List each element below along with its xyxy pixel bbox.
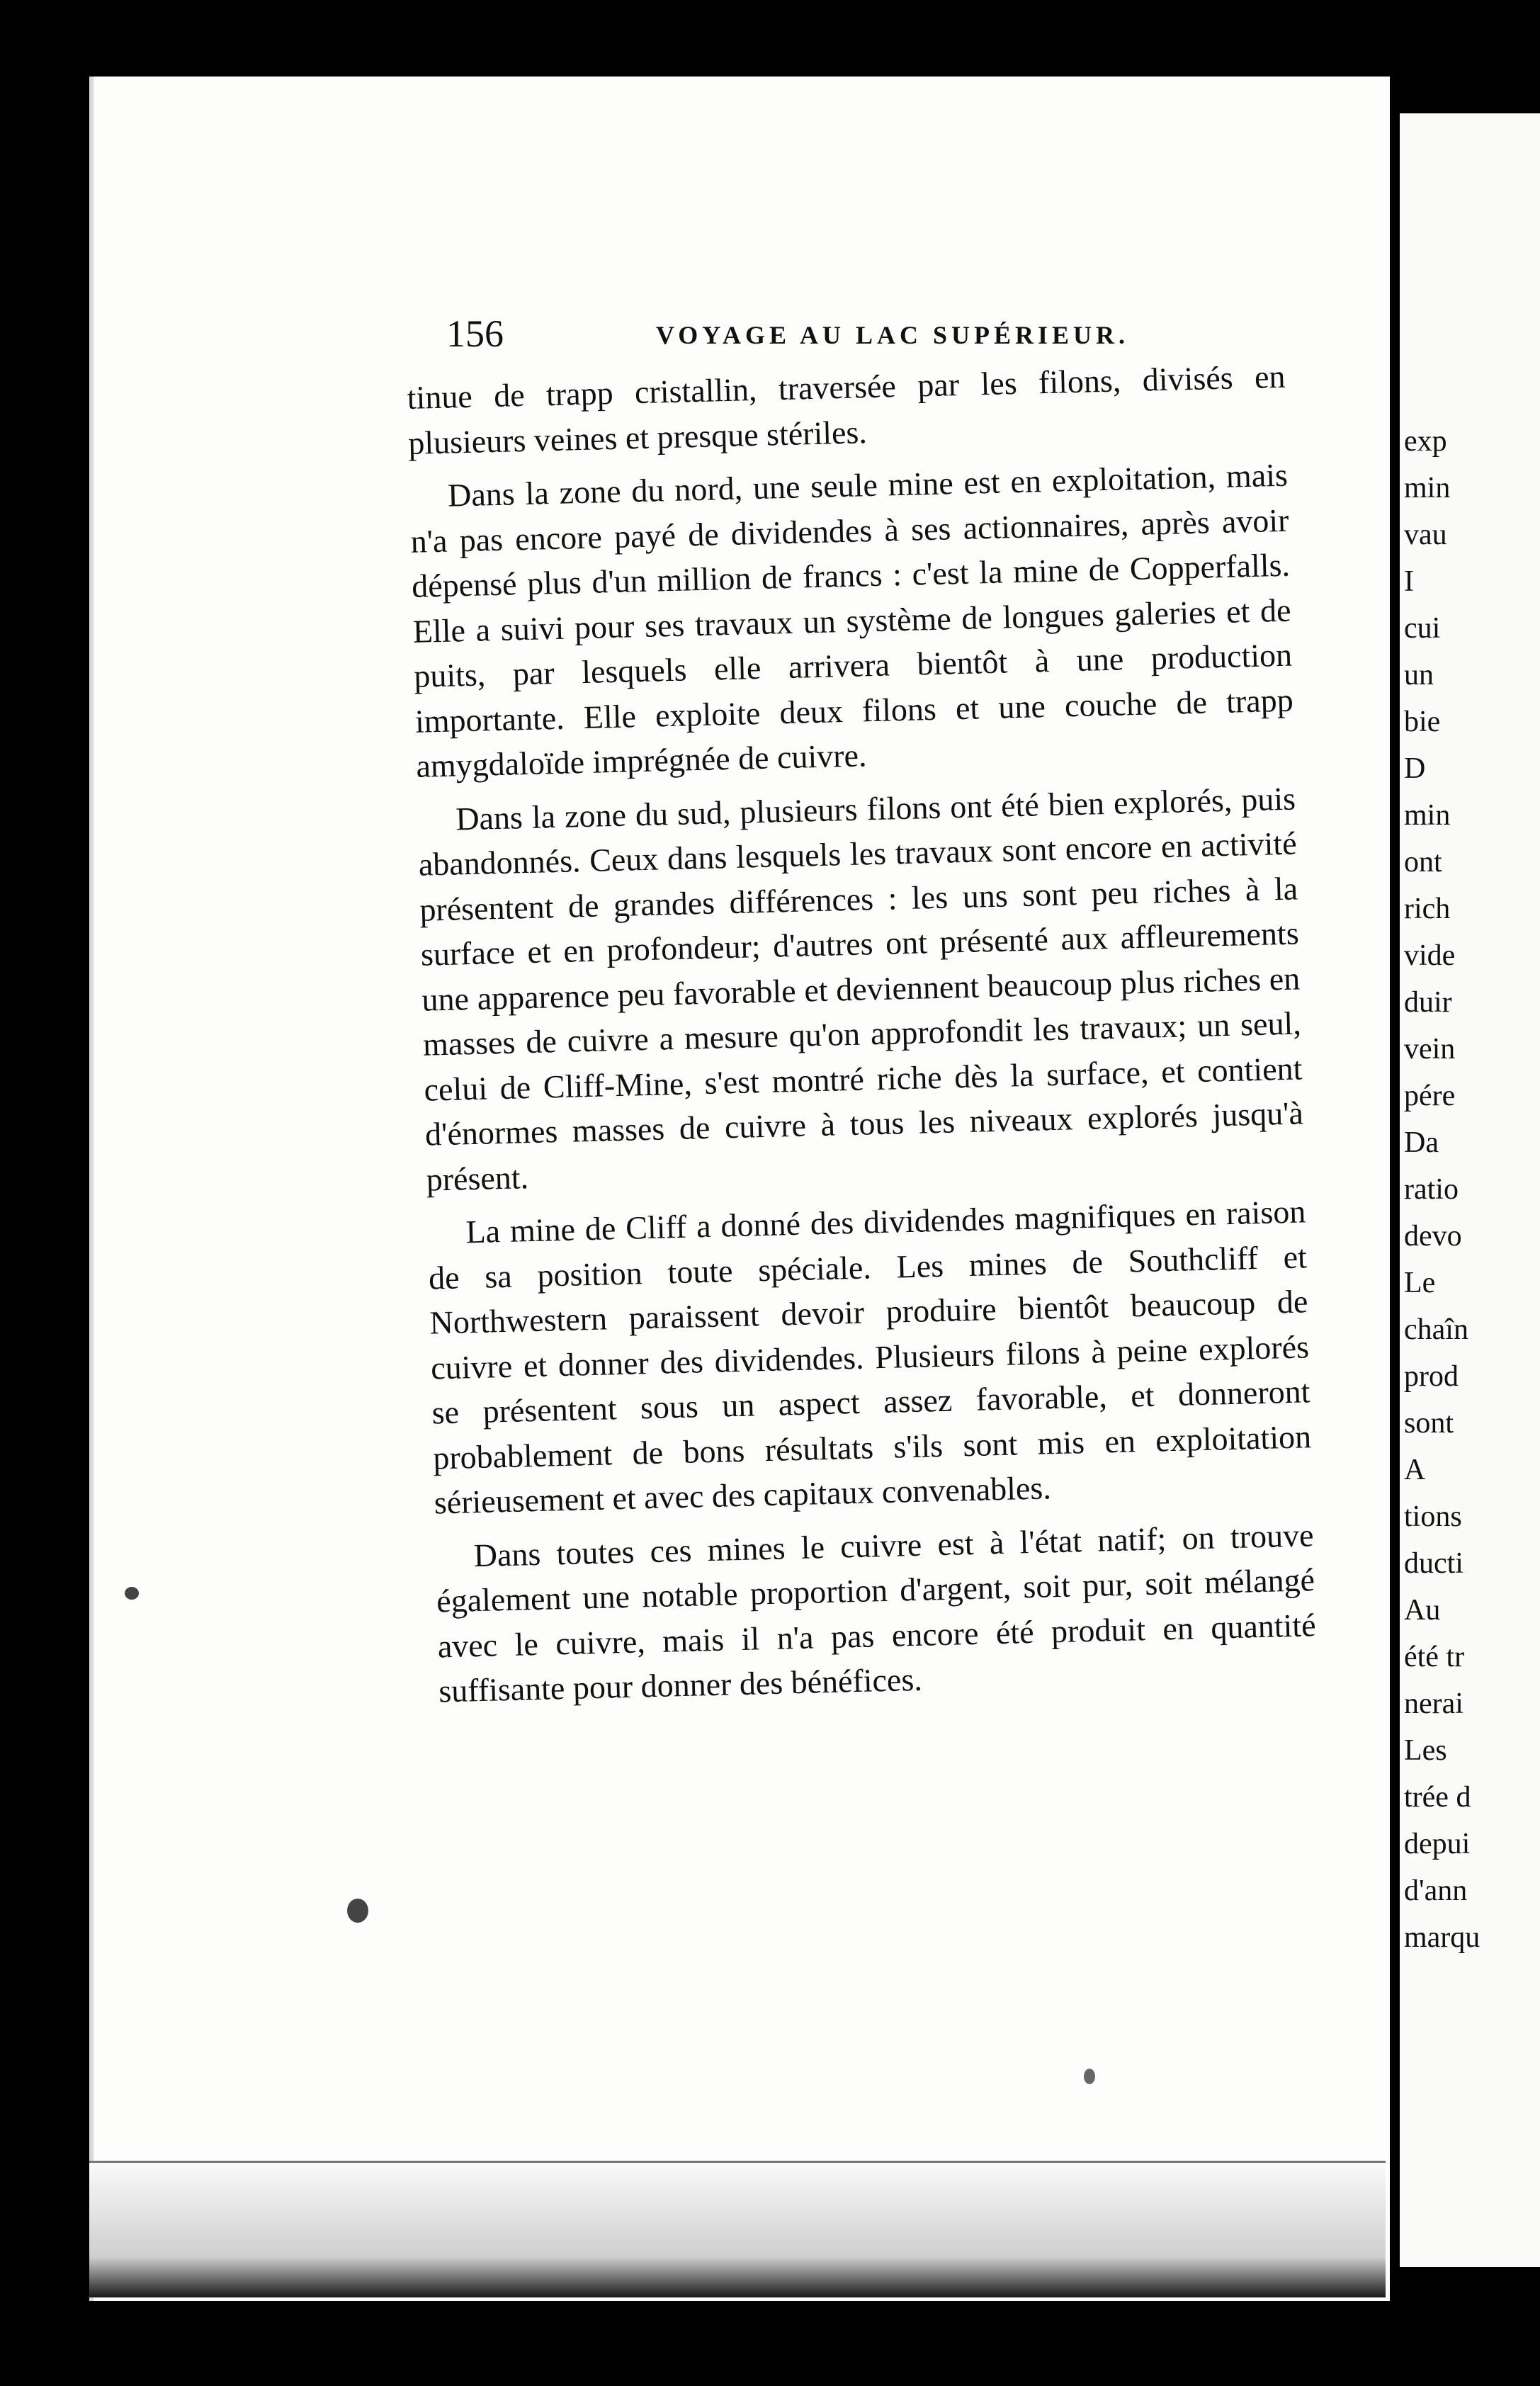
right-page-fragment: Les	[1404, 1734, 1447, 1767]
paragraph: tinue de trapp cristallin, traversée par les filons, divisés en plusieurs veines et presque stériles.	[407, 358, 1286, 461]
running-title: VOYAGE AU LAC SUPÉRIEUR.	[656, 321, 1130, 349]
right-page-fragment: d'ann	[1404, 1875, 1468, 1907]
right-page-fragment: tions	[1404, 1500, 1462, 1533]
right-page-fragment: Le	[1404, 1267, 1436, 1299]
page-bottom-edge	[89, 2161, 1386, 2297]
right-page-fragment: pére	[1404, 1080, 1456, 1112]
right-page-fragment: min	[1404, 472, 1451, 504]
ink-spot	[347, 1899, 368, 1923]
right-page-fragment: nerai	[1404, 1687, 1463, 1720]
paragraph: Dans la zone du nord, une seule mine est en exploitation, mais n'a pas encore payé de dividendes à ses actionnaires, après avoir dépensé plus d'un million de francs : c'est la mine de Copperfalls. Elle a suivi pour ses travaux un système de longues galeries et de puits, par lesquels elle arrivera bientôt à une production importante. Elle exploite deux filons et une couche de trapp amygdaloïde imprégnée de cuivre.	[410, 456, 1294, 784]
right-page-fragment: Da	[1404, 1126, 1439, 1159]
right-page-fragment: prod	[1404, 1360, 1459, 1393]
right-page-fragment: ducti	[1404, 1547, 1463, 1580]
right-page-fragment: été tr	[1404, 1641, 1465, 1673]
right-page-fragment: sont	[1404, 1407, 1454, 1440]
right-page-fragment: trée d	[1404, 1781, 1471, 1814]
right-page-fragment: vau	[1404, 519, 1447, 551]
body-text	[407, 354, 1318, 1722]
right-page-fragment: D	[1404, 752, 1426, 785]
paragraph: La mine de Cliff a donné des dividendes magnifiques en raison de sa position toute spéciale. Les mines de Southcliff et Northwestern paraissent devoir produire bientôt beaucoup de cuivre et donner des dividendes. Plusieurs filons à peine explorés se présentent sous un aspect assez favorable, et donneront probablement de bons résultats s'ils sont mis en exploitation sérieusement et avec des capitaux convenables.	[428, 1193, 1312, 1521]
right-page-fragment: chaîn	[1404, 1313, 1468, 1346]
right-page-fragment: ratio	[1404, 1173, 1459, 1206]
right-page-fragment: rich	[1404, 893, 1451, 925]
right-page-fragment: marqu	[1404, 1921, 1480, 1954]
right-page-fragment: ont	[1404, 846, 1442, 878]
page-number: 156	[446, 312, 504, 355]
paragraph: Dans la zone du sud, plusieurs filons ont été bien explorés, puis abandonnés. Ceux dans lesquels les travaux sont encore en activité présentent de grandes différences : les uns sont peu riches à la surface et en profondeur; d'autres ont présenté aux affleurements une apparence peu favorable et deviennent beaucoup plus riches en masses de cuivre a mesure qu'on approfondit les travaux; un seul, celui de Cliff-Mine, s'est montré riche dès la surface, et contient d'énormes masses de cuivre à tous les niveaux explorés jusqu'à présent.	[418, 780, 1304, 1198]
right-page-fragment: exp	[1404, 425, 1447, 458]
right-page-fragment: devo	[1404, 1220, 1462, 1253]
right-page-fragment: vide	[1404, 939, 1456, 972]
right-page-fragments	[1404, 418, 1480, 1961]
right-page-fragment: duir	[1404, 986, 1452, 1019]
right-page-fragment: un	[1404, 659, 1434, 691]
right-page-fragment: vein	[1404, 1033, 1456, 1065]
right-page-fragment: bie	[1404, 706, 1441, 738]
right-page-edge	[1400, 113, 1540, 2267]
right-page-fragment: cui	[1404, 612, 1441, 645]
right-page-fragment: Au	[1404, 1594, 1441, 1627]
right-page-fragment: A	[1404, 1454, 1426, 1486]
right-page-fragment: I	[1404, 565, 1414, 598]
right-page-fragment: depui	[1404, 1828, 1471, 1860]
ink-spot	[125, 1587, 139, 1600]
paragraph: Dans toutes ces mines le cuivre est à l'état natif; on trouve également une notable proportion d'argent, soit pur, soit mélangé avec le cuivre, mais il n'a pas encore été produit en quantité suffisante pour donner des bénéfices.	[436, 1516, 1317, 1709]
right-page-fragment: min	[1404, 799, 1451, 832]
ink-spot	[1084, 2069, 1095, 2084]
